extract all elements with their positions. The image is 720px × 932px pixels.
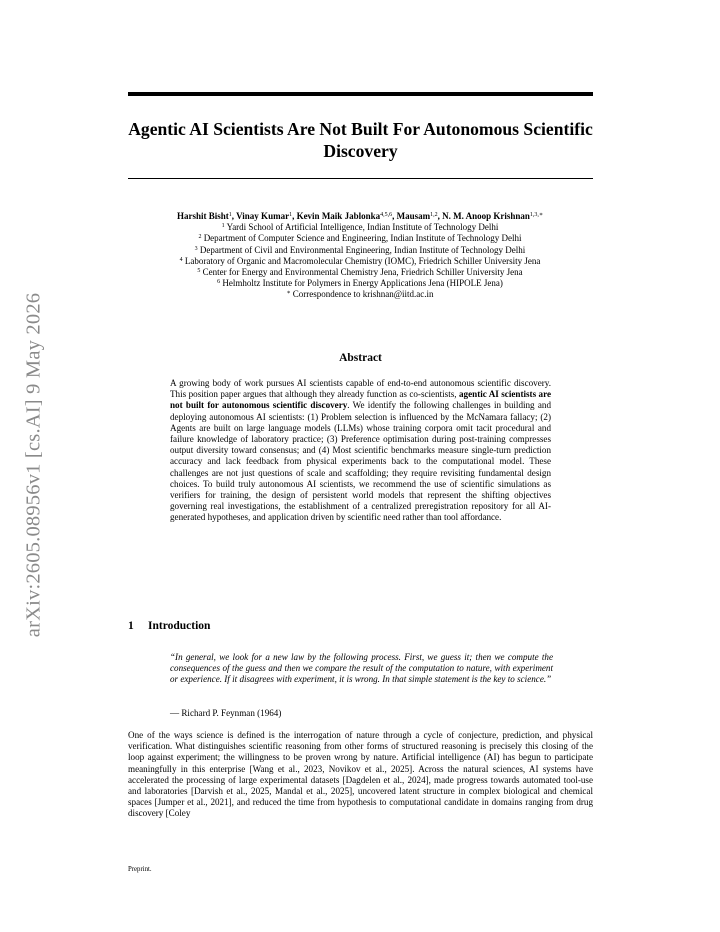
author-block <box>90 211 630 301</box>
affiliation: $^3$ Department of Civil and Environmental Engineering, Indian Institute of Technology Delhi <box>194 244 526 255</box>
affiliation: $^2$ Department of Computer Science and Engineering, Indian Institute of Technology Delhi <box>198 233 522 244</box>
author: Kevin Maik Jablonka$^{4,5,6}$, <box>296 211 397 221</box>
affiliation: $^1$ Yardi School of Artificial Intelligence, Indian Institute of Technology Delhi <box>221 222 499 233</box>
intro-paragraph: One of the ways science is defined is the interrogation of nature through a cycle of conjecture, prediction, and physical verification. What distinguishes scientific reasoning from other forms of structured reasoning is precisely this closing of the loop against experiment; the willingness to be proven wrong by nature. Artificial intelligence (AI) has begun to participate meaningfully in this enterprise [Wang et al., 2023, Novikov et al., 2025]. Across the natural sciences, AI systems have accelerated the processing of large experimental datasets [Dagdelen et al., 2024], made progress towards automated tool-use and laboratories [Darvish et al., 2025, Mandal et al., 2025], uncovered latent structure in complex biological and chemical spaces [Jumper et al., 2021], and reduced the time from hypothesis to computational candidate in domains ranging from drug discovery [Coley <box>128 730 593 819</box>
author: Harshit Bisht$^1$, <box>177 211 237 221</box>
title-top-rule <box>128 92 593 96</box>
abstract-thesis: agentic AI scientists are not built for autonomous scientific discovery <box>170 389 551 411</box>
author-list <box>90 211 630 222</box>
affiliation: $^5$ Center for Energy and Environmental Chemistry Jena, Friedrich Schiller University Jena <box>197 267 523 278</box>
affiliation: $^4$ Laboratory of Organic and Macromolecular Chemistry (IOMC), Friedrich Schiller University Jena <box>179 255 541 266</box>
paper-title: Agentic AI Scientists Are Not Built For Autonomous Scientific Discovery <box>128 119 593 161</box>
epigraph-attribution: — Richard P. Feynman (1964) <box>170 708 282 718</box>
arxiv-sidebar-stamp <box>20 266 48 664</box>
footer-preprint: Preprint. <box>128 866 152 873</box>
affiliation: $^6$ Helmholtz Institute for Polymers in Energy Applications Jena (HIPOLE Jena) <box>217 278 503 289</box>
author: Vinay Kumar$^1$, <box>236 211 297 221</box>
correspondence: ∗ Correspondence to krishnan@iitd.ac.in <box>286 289 434 300</box>
title-bottom-rule <box>128 178 593 179</box>
author: N. M. Anoop Krishnan$^{1,3,∗}$ <box>442 211 543 221</box>
author: Mausam$^{1,2}$, <box>396 211 443 221</box>
arxiv-id: arXiv:2605.08956v1 [cs.AI] 9 May 2026 <box>22 292 45 638</box>
section-heading-introduction: 1 Introduction <box>128 620 211 632</box>
epigraph-quote: “In general, we look for a new law by the following process. First, we guess it; then we compute the consequences of the guess and then we compare the result of the computation to nature, with experiment or experience. If it disagrees with experiment, it is wrong. In that simple statement is the key to science.” <box>170 652 553 685</box>
abstract-text: A growing body of work pursues AI scientists capable of end-to-end autonomous scientific discovery. This position paper argues that although they already function as co-scientists, agentic AI scientists are not built for autonomous scientific discovery. We identify the following challenges in building and deploying autonomous AI scientists: (1) Problem selection is influenced by the McNamara fallacy; (2) Agents are built on large language models (LLMs) whose training corpora omit tacit procedural and failure knowledge of laboratory practice; (3) Preference optimisation during post-training compresses output diversity toward consensus; and (4) Most scientific benchmarks measure single-turn prediction accuracy and lack feedback from physical experiments back to the computational model. These challenges are not just questions of scale and scaffolding; they require revisiting fundamental design choices. To build truly autonomous AI scientists, we recommend the use of scientific simulations as verifiers for training, the design of persistent world models that represent the shifting objectives governing real investigations, the establishment of a centralized preregistration repository for all AI-generated hypotheses, and application driven by scientific need rather than tool affordance. <box>170 378 551 523</box>
abstract-heading: Abstract <box>339 352 382 364</box>
